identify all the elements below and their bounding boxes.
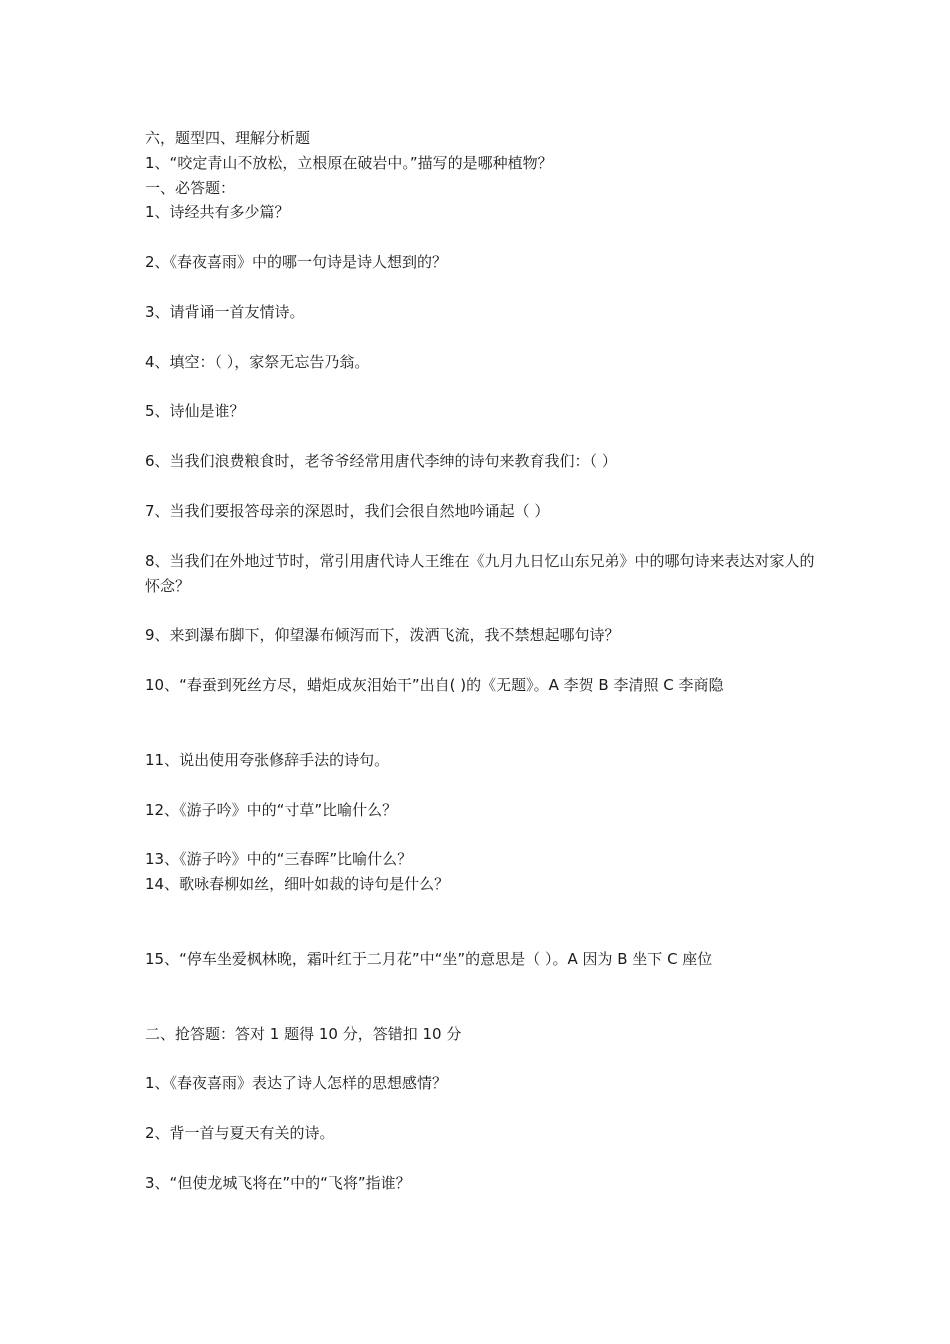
question-text: 9、来到瀑布脚下，仰望瀑布倾泻而下，泼洒飞流，我不禁想起哪句诗？ <box>145 626 620 644</box>
question-text: 5、诗仙是谁？ <box>145 402 245 420</box>
question-text: 1、《春夜喜雨》表达了诗人怎样的思想感情？ <box>145 1074 448 1092</box>
section-heading-type-four: 六，题型四、理解分析题 <box>145 129 311 147</box>
question-text: 2、《春夜喜雨》中的哪一句诗是诗人想到的？ <box>145 253 448 271</box>
question-text: 10、“春蚕到死丝方尽，蜡炬成灰泪始干”出自( )的《无题》。A 李贺 B 李清照 C 李商隐 <box>145 676 724 694</box>
question-text: 1、“咬定青山不放松，立根原在破岩中。”描写的是哪种植物？ <box>145 154 553 172</box>
question-text: 6、当我们浪费粮食时，老爷爷经常用唐代李绅的诗句来教育我们：（ ） <box>145 452 617 470</box>
question-text: 1、诗经共有多少篇？ <box>145 203 290 221</box>
question-text: 11、说出使用夸张修辞手法的诗句。 <box>145 751 390 769</box>
question-text: 3、“但使龙城飞将在”中的“飞将”指谁？ <box>145 1174 411 1192</box>
question-text: 15、“停车坐爱枫林晚，霜叶红于二月花”中“坐”的意思是（ ）。A 因为 B 坐下 C 座位 <box>145 950 713 968</box>
section-heading-quick-answer: 二、抢答题：答对 1 题得 10 分，答错扣 10 分 <box>145 1025 462 1043</box>
question-text: 2、背一首与夏天有关的诗。 <box>145 1124 335 1142</box>
question-text: 7、当我们要报答母亲的深恩时，我们会很自然地吟诵起（ ） <box>145 502 550 520</box>
question-text: 4、填空：（ ），家祭无忘告乃翁。 <box>145 353 370 371</box>
question-text: 12、《游子吟》中的“寸草”比喻什么？ <box>145 801 398 819</box>
question-text: 13、《游子吟》中的“三春晖”比喻什么？ <box>145 850 413 868</box>
question-text: 3、请背诵一首友情诗。 <box>145 303 305 321</box>
question-text: 8、当我们在外地过节时，常引用唐代诗人王维在《九月九日忆山东兄弟》中的哪句诗来表达对家人的怀念？ <box>145 552 815 595</box>
question-text: 14、歌咏春柳如丝，细叶如裁的诗句是什么？ <box>145 875 450 893</box>
section-heading-required: 一、必答题： <box>145 179 236 197</box>
